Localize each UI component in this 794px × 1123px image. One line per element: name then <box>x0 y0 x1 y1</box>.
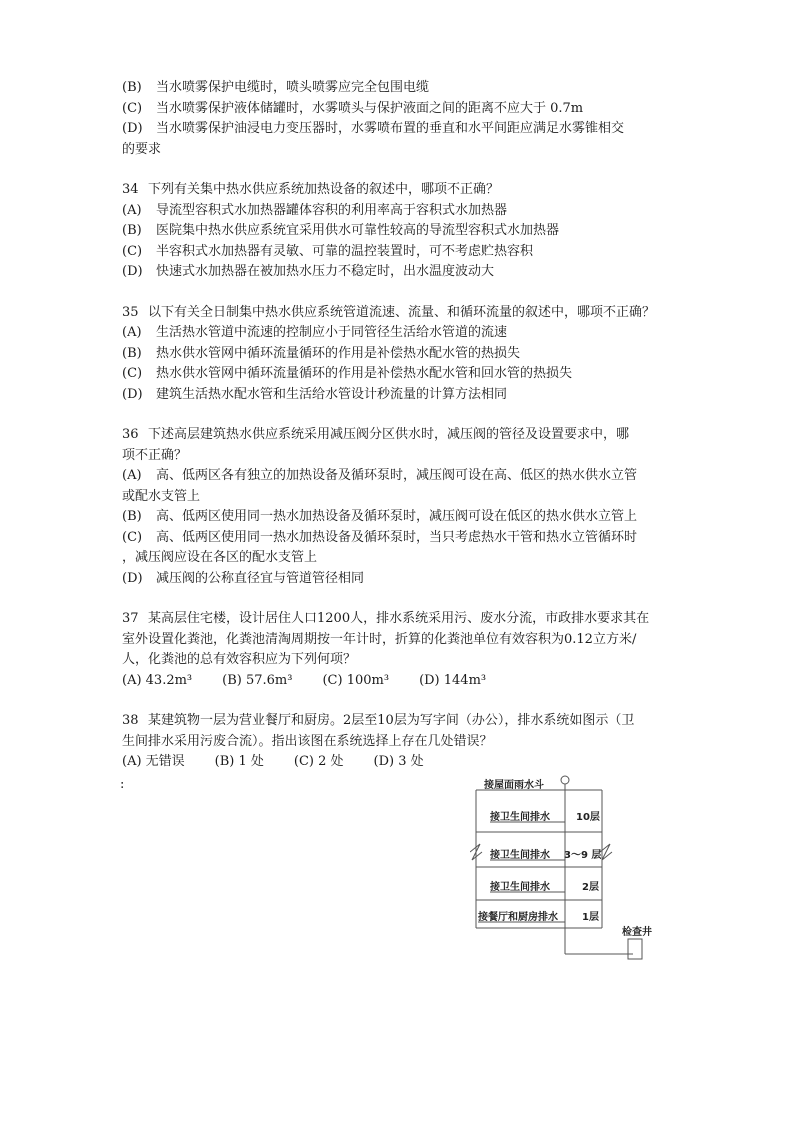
question-36-stem-continued: 项不正确？ <box>122 447 188 463</box>
label-kitchen-1: 接餐厅和厨房排水 <box>478 912 558 923</box>
question-37-stem-line-3: 人，化粪池的总有效容积应为下列何项？ <box>122 652 357 667</box>
question-38-choices <box>122 752 667 773</box>
question-36-option-b: (B) 高、低两区使用同一热水加热设备及循环泵时，减压阀可设在低区的热水供水立管上 <box>122 509 638 524</box>
question-37-choice-a: (A) 43.2m³ <box>122 672 193 688</box>
question-37-choice-c: (C) 100m³ <box>322 672 390 688</box>
label-floor-2: 2层 <box>582 882 599 893</box>
question-37-stem-line-2: 室外设置化粪池，化粪池清淘周期按一年计时，折算的化粪池单位有效容积为0.12立方米/ <box>122 631 637 647</box>
question-35-stem: 35 以下有关全日制集中热水供应系统管道流速、流量、和循环流量的叙述中，哪项不正确？ <box>122 304 656 320</box>
question-36-option-a-continued: 或配水支管上 <box>122 488 201 504</box>
label-floor-3-9: 3～9 层 <box>564 850 602 861</box>
question-38-stem: 38 某建筑物一层为营业餐厅和厨房。2层至10层为写字间（办公），排水系统如图示（卫 <box>122 713 635 728</box>
drainage-system-diagram <box>470 772 680 968</box>
question-34-stem: 34 下列有关集中热水供应系统加热设备的叙述中，哪项不正确？ <box>122 182 500 197</box>
question-37-choice-d: (D) 144m³ <box>419 672 487 688</box>
question-36-option-c: (C) 高、低两区使用同一热水加热设备及循环泵时，当只考虑热水干管和热水立管循环时 <box>122 529 638 545</box>
stray-colon: : <box>120 777 125 792</box>
prev-option-d-continued: 的要求 <box>122 141 162 157</box>
manhole-box <box>628 939 642 959</box>
question-34-option-b: (B) 医院集中热水供应系统宜采用供水可靠性较高的导流型容积式水加热器 <box>122 223 560 238</box>
label-toilet-2: 接卫生间排水 <box>490 882 550 893</box>
question-38-choice-a: (A) 无错误 <box>122 754 185 769</box>
question-38-stem-line-2: 生间排水采用污废合流）。指出该图在系统选择上存在几处错误？ <box>122 733 493 749</box>
label-floor-1: 1层 <box>582 912 599 923</box>
prev-option-c: (C) 当水喷雾保护液体储罐时，水雾喷头与保护液面之间的距离不应大于 0.7m <box>122 100 584 116</box>
roof-drain-icon <box>561 776 569 784</box>
question-37-choices <box>122 671 667 692</box>
drainage-diagram-svg <box>470 772 680 968</box>
prev-option-b: (B) 当水喷雾保护电缆时，喷头喷雾应完全包围电缆 <box>122 80 430 95</box>
label-toilet-10: 接卫生间排水 <box>490 812 550 823</box>
label-manhole: 检查井 <box>622 927 652 938</box>
label-roof-drain: 接屋面雨水斗 <box>484 780 544 791</box>
question-36-stem: 36 下述高层建筑热水供应系统采用减压阀分区供水时，减压阀的管径及设置要求中，哪 <box>122 427 630 442</box>
question-36-option-d: (D) 减压阀的公称直径宜与管道管径相同 <box>122 570 365 586</box>
question-38-choice-d: (D) 3 处 <box>373 754 424 769</box>
question-36-option-a: (A) 高、低两区各有独立的加热设备及循环泵时，减压阀可设在高、低区的热水供水立管 <box>122 468 638 483</box>
question-38-choice-b: (B) 1 处 <box>214 754 264 769</box>
label-toilet-3-9: 接卫生间排水 <box>490 850 550 861</box>
question-37-stem: 37 某高层住宅楼，设计居住人口1200人，排水系统采用污、废水分流，市政排水要求其在 <box>122 611 650 626</box>
prev-option-d: (D) 当水喷雾保护油浸电力变压器时，水雾喷布置的垂直和水平间距应满足水雾锥相交 <box>122 121 625 136</box>
question-35-option-a: (A) 生活热水管道中流速的控制应小于同管径生活给水管道的流速 <box>122 325 508 340</box>
question-35-option-d: (D) 建筑生活热水配水管和生活给水管设计秒流量的计算方法相同 <box>122 386 508 402</box>
document-body <box>122 78 667 773</box>
question-36-option-c-continued: ，减压阀应设在各区的配水支管上 <box>122 550 318 565</box>
question-34-option-c: (C) 半容积式水加热器有灵敏、可靠的温控装置时，可不考虑贮热容积 <box>122 243 534 259</box>
question-37-choice-b: (B) 57.6m³ <box>222 672 293 688</box>
question-34-option-a: (A) 导流型容积式水加热器罐体容积的利用率高于容积式水加热器 <box>122 202 508 218</box>
question-35-option-c: (C) 热水供水管网中循环流量循环的作用是补偿热水配水管和回水管的热损失 <box>122 366 573 381</box>
label-floor-10: 10层 <box>576 812 600 823</box>
question-35-option-b: (B) 热水供水管网中循环流量循环的作用是补偿热水配水管的热损失 <box>122 345 521 361</box>
question-34-option-d: (D) 快速式水加热器在被加热水压力不稳定时，出水温度波动大 <box>122 264 495 279</box>
question-38-choice-c: (C) 2 处 <box>293 754 344 769</box>
